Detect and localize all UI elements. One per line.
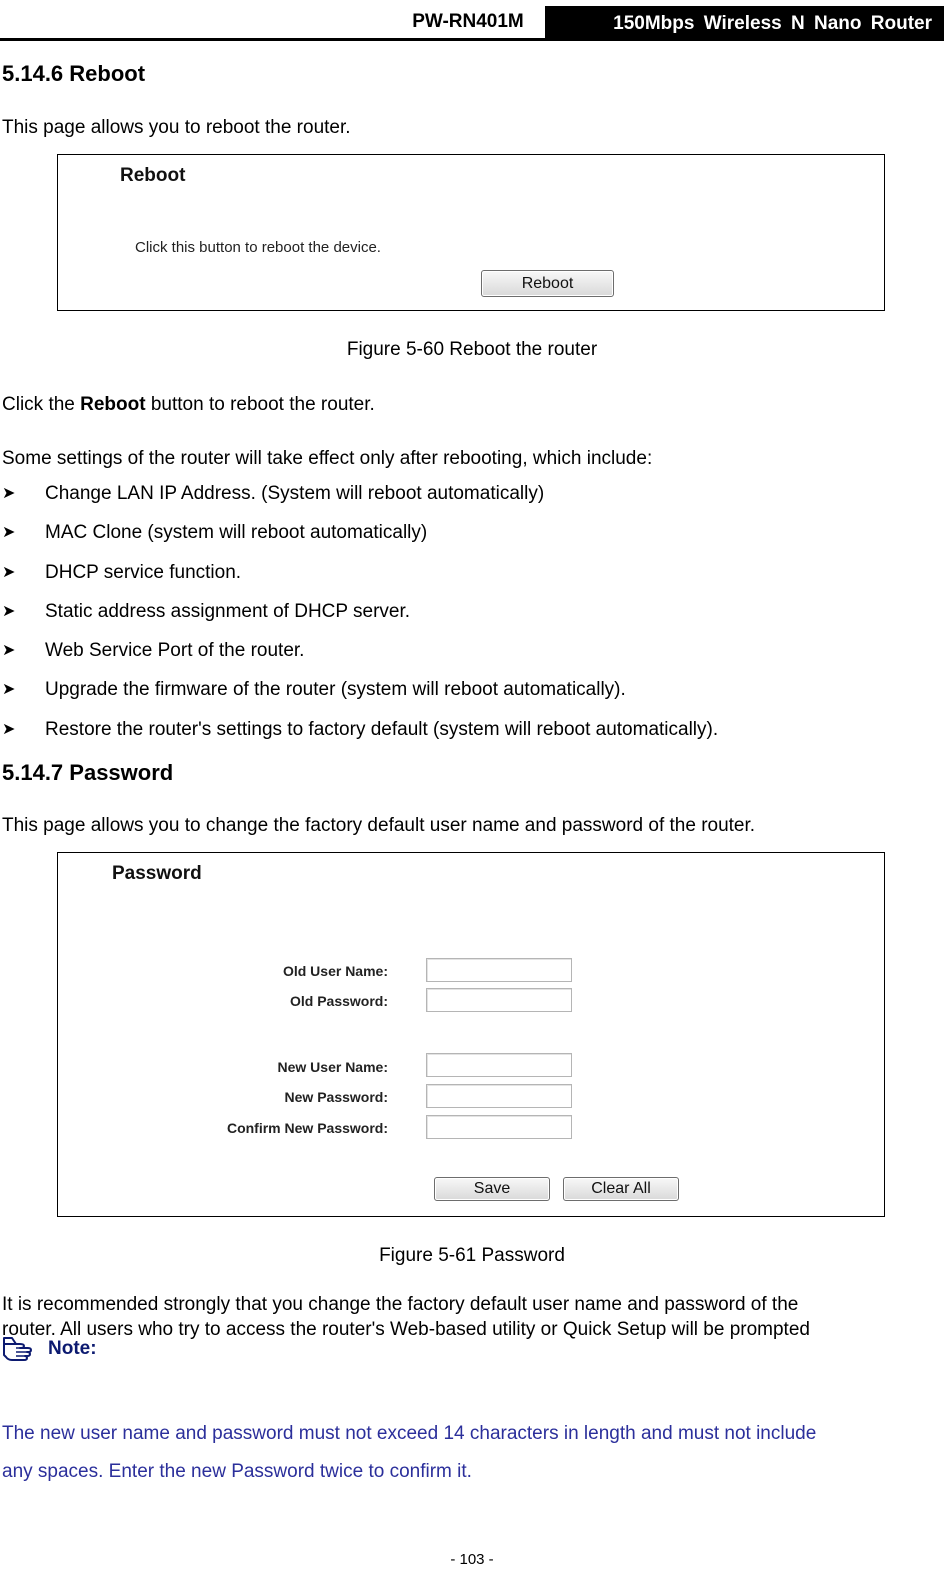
password-figure-title: Password [112, 863, 202, 884]
list-item: ➤ DHCP service function. [2, 561, 242, 583]
note-text-line2: any spaces. Enter the new Password twice to confirm it. [2, 1461, 472, 1482]
recommend-text-line2: router. All users who try to access the router's Web-based utility or Quick Setup will be prompted [2, 1319, 810, 1340]
click-text-post: button to reboot the router. [145, 394, 375, 415]
list-item: ➤ Change LAN IP Address. (System will reboot automatically) [2, 483, 545, 504]
list-item: ➤ Static address assignment of DHCP server. [2, 600, 411, 622]
click-text-bold: Reboot [80, 394, 146, 415]
confirm-password-input[interactable] [426, 1115, 572, 1139]
click-text-pre: Click the [2, 394, 81, 415]
new-username-input[interactable] [426, 1053, 572, 1077]
list-item: ➤ Web Service Port of the router. [2, 640, 305, 662]
reboot-figure-title: Reboot [120, 165, 186, 186]
old-password-input[interactable] [426, 988, 572, 1012]
list-item: ➤ MAC Clone (system will reboot automatically) [2, 522, 428, 544]
pointing-hand-icon [2, 1335, 36, 1361]
password-figure [57, 852, 885, 1217]
reboot-button[interactable]: Reboot [481, 270, 614, 297]
old-username-label: Old User Name: [282, 963, 388, 979]
reboot-figure [57, 154, 885, 311]
password-intro: This page allows you to change the factory default user name and password of the router. [2, 815, 756, 836]
section-heading-password: 5.14.7 Password [2, 760, 174, 785]
document-product-title: 150Mbps Wireless N Nano Router [545, 6, 944, 41]
new-password-input[interactable] [426, 1084, 572, 1108]
reboot-settings-list [0, 484, 944, 759]
note-label: Note: [48, 1338, 97, 1359]
arrow-bullet-icon: ➤ [2, 642, 16, 660]
list-item: ➤ Upgrade the firmware of the router (system will reboot automatically). [2, 679, 626, 701]
recommend-text-line1: It is recommended strongly that you change the factory default user name and password of the [2, 1294, 799, 1315]
page-number: - 103 - [450, 1551, 494, 1568]
clear-all-button[interactable]: Clear All [563, 1177, 679, 1201]
arrow-bullet-icon: ➤ [2, 681, 16, 699]
document-model: PW-RN401M [412, 11, 524, 32]
note-text-line1: The new user name and password must not exceed 14 characters in length and must not include [2, 1423, 817, 1444]
section-heading-reboot: 5.14.6 Reboot [2, 61, 146, 86]
arrow-bullet-icon: ➤ [2, 720, 16, 738]
figure-caption-reboot: Figure 5-60 Reboot the router [346, 339, 598, 360]
header-rule [0, 38, 944, 41]
new-username-label: New User Name: [277, 1059, 388, 1075]
old-password-label: Old Password: [289, 993, 388, 1009]
arrow-bullet-icon: ➤ [2, 602, 16, 620]
old-username-input[interactable] [426, 958, 572, 982]
arrow-bullet-icon: ➤ [2, 563, 16, 581]
reboot-click-instruction [2, 394, 375, 416]
arrow-bullet-icon: ➤ [2, 485, 16, 502]
figure-caption-password: Figure 5-61 Password [379, 1245, 565, 1266]
confirm-password-label: Confirm New Password: [226, 1120, 388, 1136]
save-button[interactable]: Save [434, 1177, 550, 1201]
reboot-settings-intro: Some settings of the router will take effect only after rebooting, which include: [2, 448, 653, 469]
reboot-intro: This page allows you to reboot the router. [2, 117, 351, 138]
list-item: ➤ Restore the router's settings to factory default (system will reboot automatically). [2, 718, 719, 740]
new-password-label: New Password: [284, 1089, 388, 1105]
reboot-instruction: Click this button to reboot the device. [135, 239, 381, 256]
arrow-bullet-icon: ➤ [2, 524, 16, 542]
